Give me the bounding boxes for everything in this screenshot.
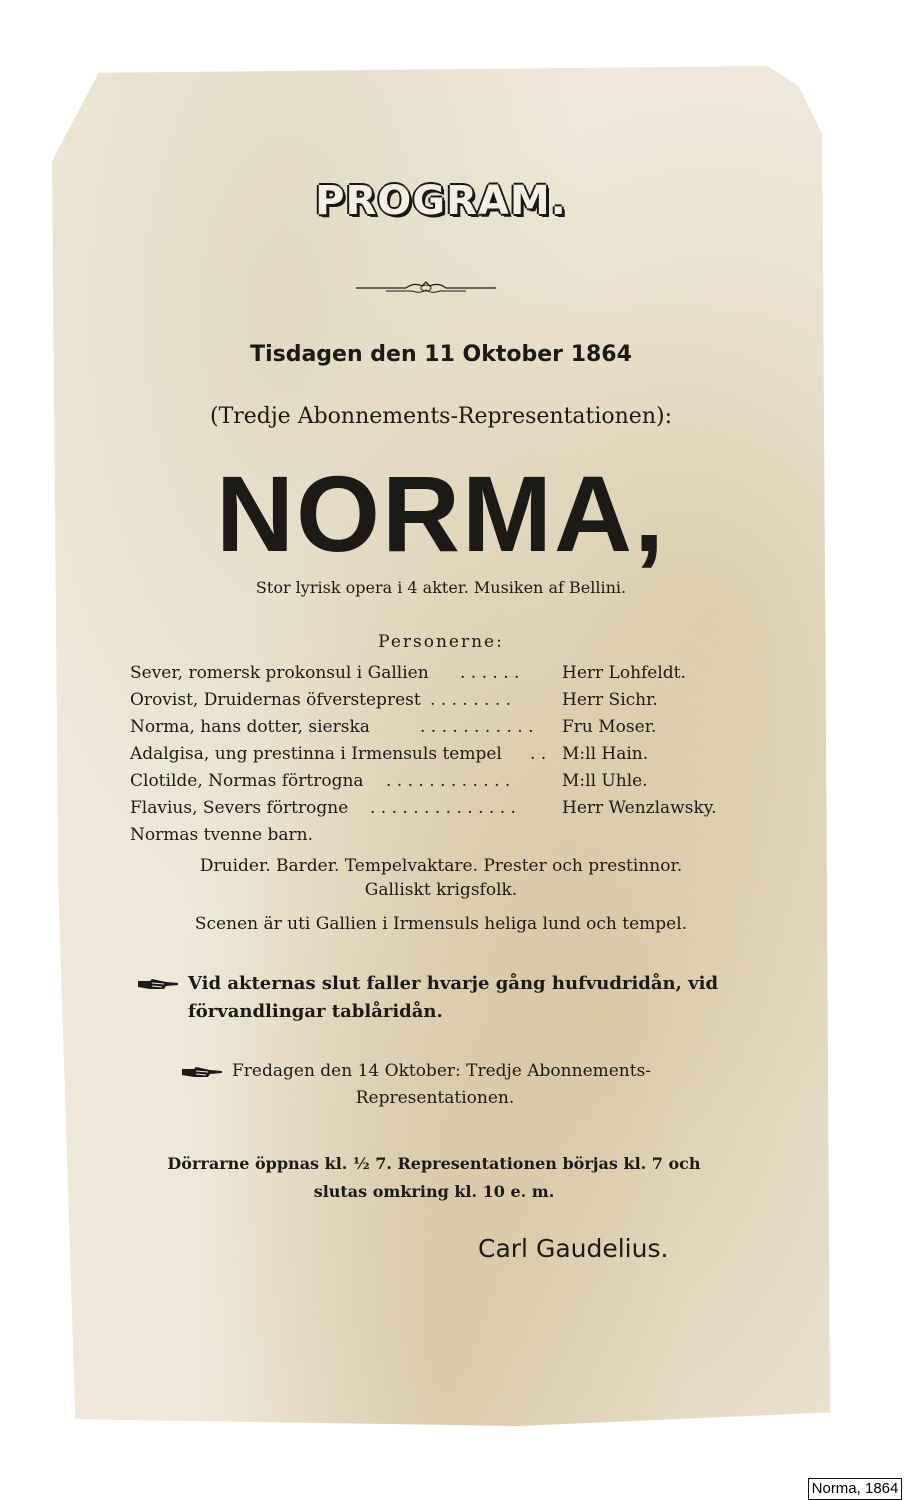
program-title: PROGRAM. — [315, 178, 567, 224]
curtain-notice — [136, 970, 736, 1026]
cast-role: Normas tvenne barn. — [130, 825, 313, 845]
curtain-notice-line-2: förvandlingar tablåridån. — [188, 1001, 443, 1022]
signature: Carl Gaudelius. — [478, 1234, 669, 1263]
cast-role: Sever, romersk prokonsul i Gallien — [130, 663, 429, 683]
date-line: Tisdagen den 11 Oktober 1864 — [250, 342, 632, 367]
cast-row — [130, 795, 750, 822]
pointing-hand-icon — [180, 1065, 224, 1079]
cast-row — [130, 660, 750, 687]
next-performance-line-2: Representationen. — [355, 1088, 515, 1108]
opera-title: NORMA, — [216, 453, 666, 574]
subtitle: (Tredje Abonnements-Representationen): — [209, 404, 672, 429]
cast-row — [130, 822, 750, 849]
cast-actor: Herr Sichr. — [562, 690, 658, 710]
opera-description: Stor lyrisk opera i 4 akter. Musiken af Bellini. — [255, 578, 627, 597]
leader-dots: . . — [530, 744, 547, 764]
leader-dots: . . . . . . . . . . . . . . — [370, 798, 516, 818]
cast-actor: M:ll Uhle. — [562, 771, 648, 791]
leader-dots: . . . . . . — [460, 663, 520, 683]
flourish-ornament-icon — [356, 280, 496, 296]
cast-actor: Herr Wenzlawsky. — [562, 798, 717, 818]
cast-actor: Fru Moser. — [562, 717, 657, 737]
cast-list — [130, 660, 750, 849]
leader-dots: . . . . . . . . . . . . — [386, 771, 511, 791]
cast-row — [130, 714, 750, 741]
leader-dots: . . . . . . . . . . . — [420, 717, 534, 737]
chorus-line-2: Galliskt krigsfolk. — [364, 880, 518, 900]
cast-actor: Herr Lohfeldt. — [562, 663, 686, 683]
chorus-line: Druider. Barder. Tempelvaktare. Prester och prestinnor. — [199, 856, 683, 876]
cast-role: Clotilde, Normas förtrogna — [130, 771, 364, 791]
leader-dots: . . . . . . . . — [430, 690, 512, 710]
cast-role: Flavius, Severs förtrogne — [130, 798, 349, 818]
personerne-heading: Personerne: — [378, 632, 504, 652]
cast-role: Adalgisa, ung prestinna i Irmensuls tempel — [130, 744, 502, 764]
cast-actor: M:ll Hain. — [562, 744, 649, 764]
doors-line-2: slutas omkring kl. 10 e. m. — [313, 1182, 555, 1201]
doors-line-1: Dörrarne öppnas kl. ½ 7. Representationen börjas kl. 7 och — [167, 1154, 701, 1173]
cast-row — [130, 741, 750, 768]
pointing-hand-icon — [136, 977, 180, 991]
image-caption: Norma, 1864 — [808, 1478, 902, 1500]
next-performance-line-1: Fredagen den 14 Oktober: Tredje Abonnements- — [232, 1061, 652, 1081]
next-performance-notice — [180, 1058, 720, 1112]
cast-role: Orovist, Druidernas öfversteprest — [130, 690, 421, 710]
scene-line: Scenen är uti Gallien i Irmensuls heliga lund och tempel. — [194, 914, 688, 934]
doors-notice — [124, 1150, 744, 1206]
cast-row — [130, 687, 750, 714]
cast-row — [130, 768, 750, 795]
cast-role: Norma, hans dotter, sierska — [130, 717, 370, 737]
curtain-notice-line-1: Vid akternas slut faller hvarje gång hufvudridån, vid — [188, 973, 719, 994]
